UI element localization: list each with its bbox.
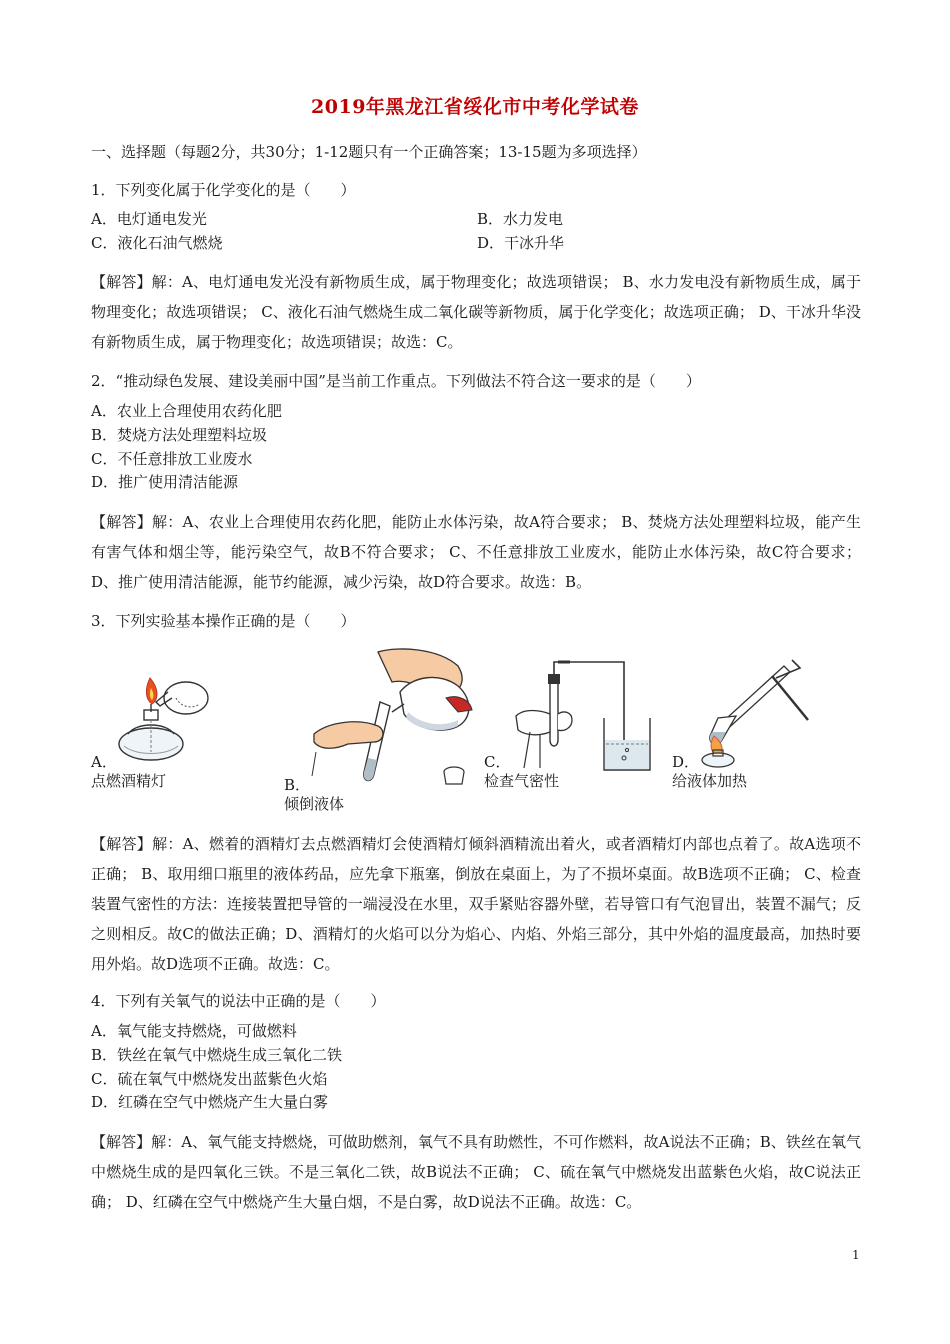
question-2-stem: 2．“推动绿色发展、建设美丽中国”是当前工作重点。下列做法不符合这一要求的是（ ）: [91, 372, 701, 390]
airtightness-check-icon: [510, 652, 670, 772]
section-heading: 一、选择题（每题2分，共30分；1-12题只有一个正确答案；13-15题为多项选择）: [91, 143, 647, 161]
page-title: 2019年黑龙江省绥化市中考化学试卷: [311, 96, 639, 118]
figure-c-caption: 检查气密性: [484, 772, 560, 790]
figure-a-caption: 点燃酒精灯: [91, 772, 167, 790]
figure-c-letter: C．: [484, 753, 511, 771]
question-2-option-c: C．不任意排放工业废水: [91, 450, 253, 468]
question-1-option-a: A．电灯通电发光: [91, 210, 207, 228]
pouring-liquid-icon: [308, 642, 488, 792]
question-2-option-d: D．推广使用清洁能源: [91, 473, 239, 491]
question-4-stem: 4．下列有关氧气的说法中正确的是（ ）: [91, 992, 386, 1010]
question-2-answer: 【解答】解：A、农业上合理使用农药化肥，能防止水体污染，故A符合要求； B、焚烧方法处理塑料垃圾，能产生有害气体和烟尘等，能污染空气，故B不符合要求； C、不任意排放工业废水，能防止水体污染，故C符合要求； D、推广使用清洁能源，能节约能源，减少污染，故D符合要求。故选：B。: [91, 513, 861, 591]
question-1-answer: 【解答】解：A、电灯通电发光没有新物质生成，属于物理变化；故选项错误； B、水力发电没有新物质生成，属于物理变化；故选项错误； C、液化石油气燃烧生成二氧化碳等新物质，属于化学变化；故选项正确； D、干冰升华没有新物质生成，属于物理变化；故选项错误；故选：C。: [91, 273, 861, 351]
figure-b-caption: 倾倒液体: [284, 795, 345, 813]
figure-b-letter: B．: [284, 776, 311, 794]
question-1-option-d: D．干冰升华: [477, 234, 565, 252]
question-2-option-b: B．焚烧方法处理塑料垃圾: [91, 426, 268, 444]
question-4-option-d: D．红磷在空气中燃烧产生大量白雾: [91, 1093, 329, 1111]
question-3-stem: 3．下列实验基本操作正确的是（ ）: [91, 612, 356, 630]
question-4-option-c: C．硫在氧气中燃烧发出蓝紫色火焰: [91, 1070, 328, 1088]
page-number: 1: [852, 1248, 860, 1262]
question-4-option-a: A．氧气能支持燃烧，可做燃料: [91, 1022, 297, 1040]
question-3-answer: 【解答】解：A、燃着的酒精灯去点燃酒精灯会使酒精灯倾斜酒精流出着火，或者酒精灯内部也点着了。故A选项不正确； B、取用细口瓶里的液体药品，应先拿下瓶塞，倒放在桌面上，为了不损坏桌面。故B选项不正确； C、检查装置气密性的方法：连接装置把导管的一端浸没在水里，双手紧贴容器外壁，若导管口有气泡冒出，装置不漏气；反之则相反。故C的做法正确；D、酒精灯的火焰可以分为焰心、内焰、外焰三部分，其中外焰的温度最高，加热时要用外焰。故D选项不正确。故选：C。: [91, 835, 861, 973]
alcohol-lamp-icon: [116, 660, 226, 766]
question-1-option-c: C．液化石油气燃烧: [91, 234, 223, 252]
question-1-stem: 1．下列变化属于化学变化的是（ ）: [91, 181, 356, 199]
question-1-option-b: B．水力发电: [477, 210, 564, 228]
heating-liquid-icon: [696, 656, 816, 770]
figure-d-letter: D．: [672, 753, 700, 771]
question-2-option-a: A．农业上合理使用农药化肥: [91, 402, 282, 420]
figure-d-caption: 给液体加热: [672, 772, 748, 790]
question-4-option-b: B．铁丝在氧气中燃烧生成三氧化二铁: [91, 1046, 343, 1064]
figure-a-letter: A．: [91, 753, 117, 771]
question-4-answer: 【解答】解：A、氧气能支持燃烧，可做助燃剂，氧气不具有助燃性，不可作燃料，故A说法不正确；B、铁丝在氧气中燃烧生成的是四氧化三铁。不是三氧化二铁，故B说法不正确； C、硫在氧气中燃烧发出蓝紫色火焰，故C说法正确； D、红磷在空气中燃烧产生大量白烟，不是白雾，故D说法不正确。故选：C。: [91, 1133, 861, 1211]
